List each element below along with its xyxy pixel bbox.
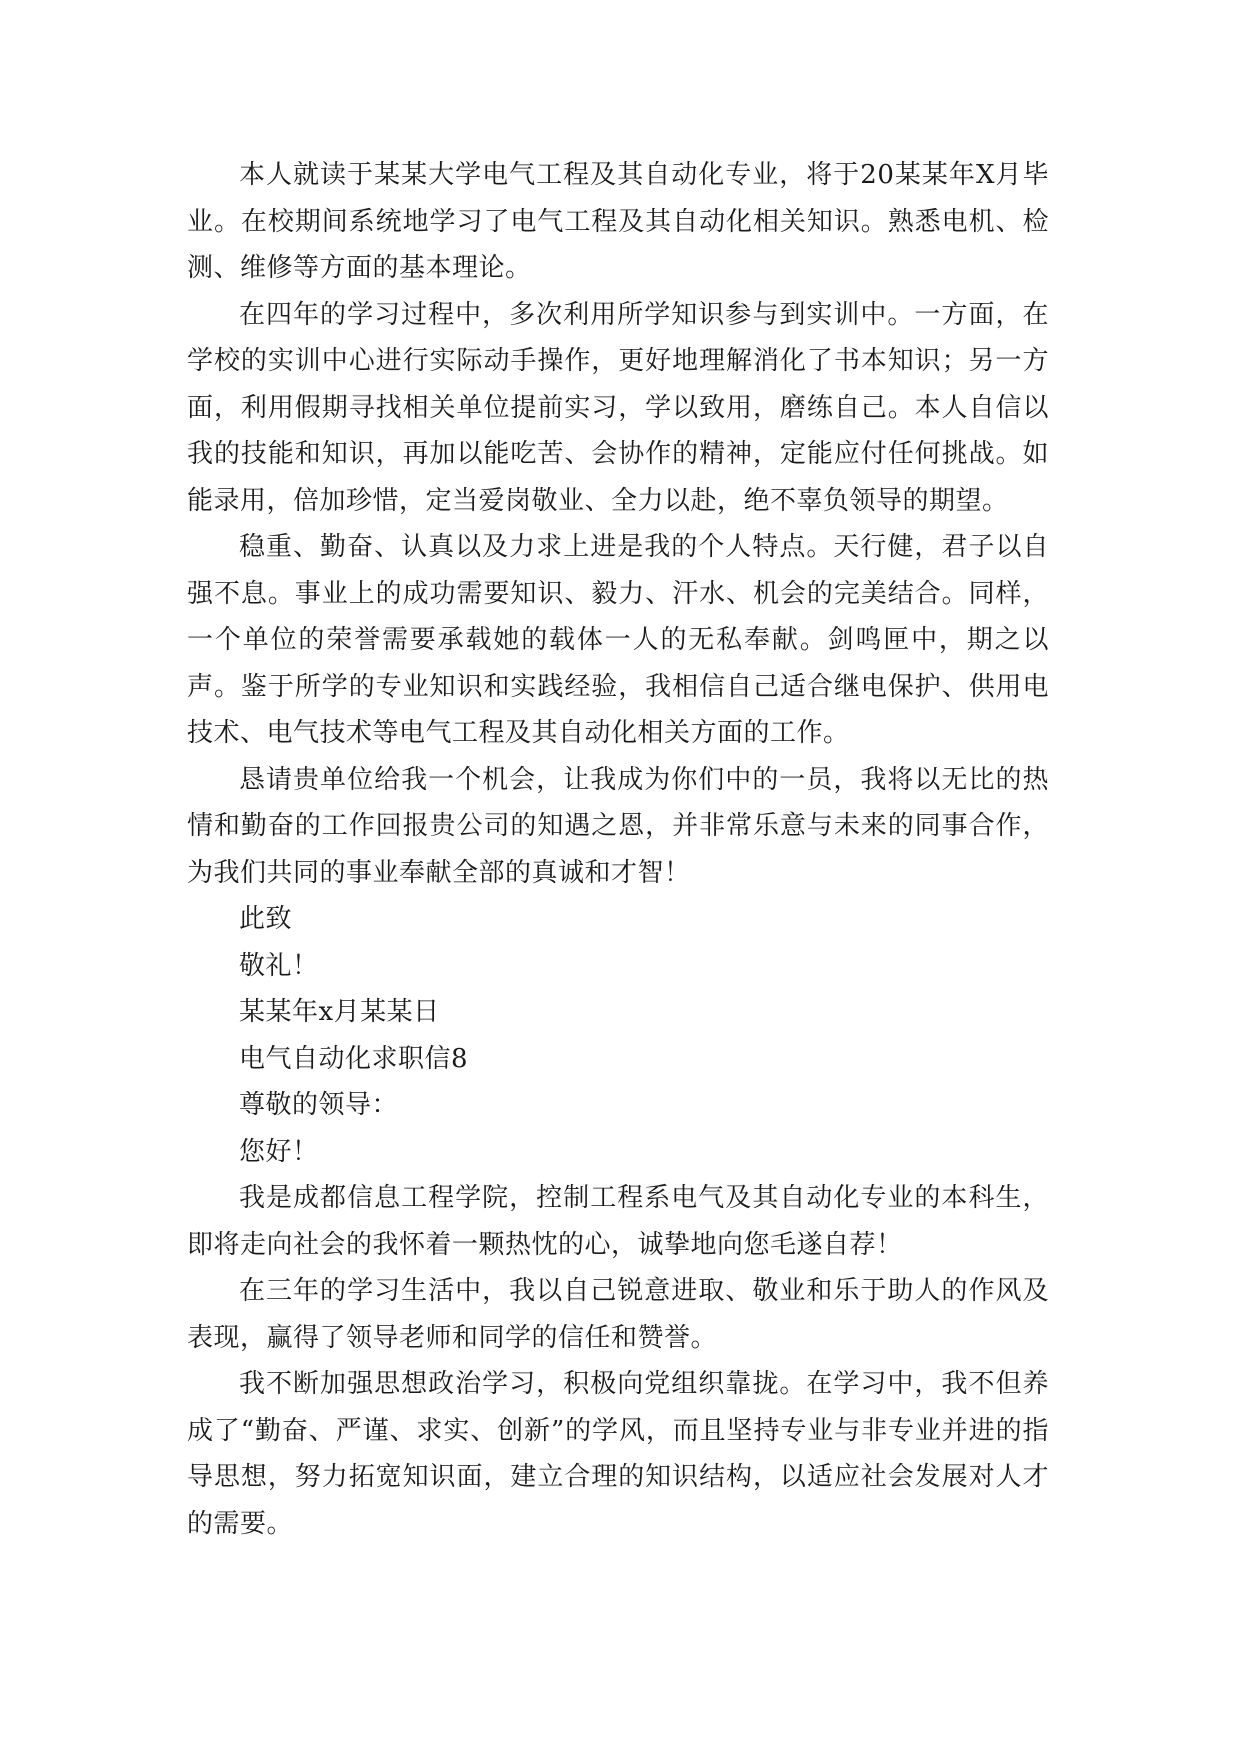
paragraph-study-background: 本人就读于某某大学电气工程及其自动化专业，将于20某某年X月毕业。在校期间系统地学习了电气工程及其自动化相关知识。熟悉电机、检测、维修等方面的基本理论。 bbox=[187, 160, 1049, 283]
greeting: 您好！ bbox=[239, 1136, 319, 1167]
closing-line-2: 敬礼！ bbox=[239, 950, 319, 981]
document-body bbox=[187, 152, 1049, 1547]
paragraph-request: 恳请贵单位给我一个机会，让我成为你们中的一员，我将以无比的热情和勤奋的工作回报贵公司的知遇之恩，并非常乐意与未来的同事合作，为我们共同的事业奉献全部的真诚和才智！ bbox=[187, 764, 1049, 888]
paragraph-practice-experience: 在四年的学习过程中，多次利用所学知识参与到实训中。一方面，在学校的实训中心进行实际动手操作，更好地理解消化了书本知识；另一方面，利用假期寻找相关单位提前实习，学以致用，磨练自己。本人自信以我的技能和知识，再加以能吃苦、会协作的精神，定能应付任何挑战。如能录用，倍加珍惜，定当爱岗敬业、全力以赴，绝不辜负领导的期望。 bbox=[187, 299, 1049, 516]
letter-date: 某某年x月某某日 bbox=[239, 997, 440, 1027]
paragraph-personal-traits: 稳重、勤奋、认真以及力求上进是我的个人特点。天行健，君子以自强不息。事业上的成功需要知识、毅力、汗水、机会的完美结合。同样，一个单位的荣誉需要承载她的载体一人的无私奉献。剑鸣匣中，期之以声。鉴于所学的专业知识和实践经验，我相信自己适合继电保护、供用电技术、电气技术等电气工程及其自动化相关方面的工作。 bbox=[187, 532, 1049, 748]
closing-line-1: 此致 bbox=[239, 904, 293, 934]
paragraph-introduction: 我是成都信息工程学院，控制工程系电气及其自动化专业的本科生，即将走向社会的我怀着一颗热忱的心，诚挚地向您毛遂自荐！ bbox=[187, 1183, 1049, 1260]
paragraph-school-life: 在三年的学习生活中，我以自己锐意进取、敬业和乐于助人的作风及表现，赢得了领导老师和同学的信任和赞誉。 bbox=[187, 1276, 1049, 1353]
salutation: 尊敬的领导： bbox=[239, 1090, 399, 1120]
letter-title: 电气自动化求职信8 bbox=[239, 1043, 469, 1074]
paragraph-political-study: 我不断加强思想政治学习，积极向党组织靠拢。在学习中，我不但养成了“勤奋、严谨、求实、创新”的学风，而且坚持专业与非专业并进的指导思想，努力拓宽知识面，建立合理的知识结构，以适应社会发展对人才的需要。 bbox=[187, 1369, 1049, 1539]
